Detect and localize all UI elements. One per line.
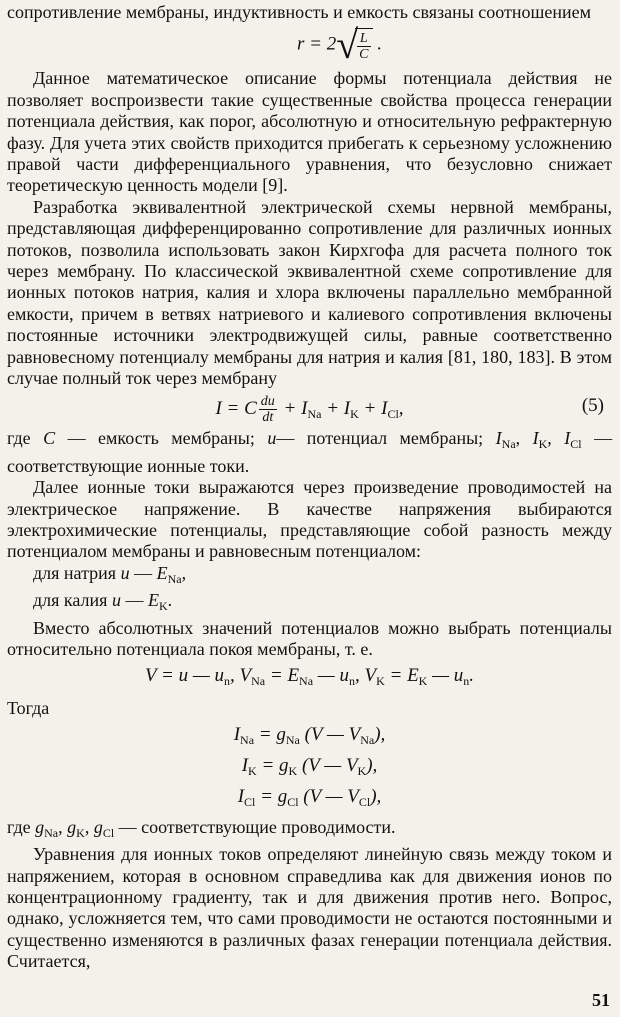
equation-sodium-current: $I_{Na} = g_{Na}$ (V — $V_{Na}$),	[233, 723, 386, 747]
word-togda: Тогда	[7, 698, 50, 719]
paragraph-6: Вместо абсолютных значений потенциалов можно выбрать потенциалы относительно потенциала покоя мембраны, т. е.	[7, 617, 612, 660]
list-item-potassium: для калия u — $E_K$.	[33, 590, 173, 614]
paragraph-5: Далее ионные токи выражаются через произведение проводимостей на электрическое напряжение. В качестве напряжения выбираются электрохимические потенциалы, представляющие собой разность между потенциалом мембраны и равновесным потенциалом:	[7, 477, 612, 562]
paragraph-7: где $g_{Na}$, $g_K$, $g_{Cl}$ — соответствующие проводимости.	[7, 816, 396, 840]
equation-block-currents	[7, 722, 612, 815]
fraction-l-over-c: $\frac{L}{C}$	[359, 31, 369, 63]
sqrt-symbol: √ $\frac{L}{C}$	[336, 25, 372, 65]
fraction-du-dt: $\frac{du}{dt}$	[260, 393, 275, 425]
equation-potassium-current: $I_K = g_K$ (V — $V_K$),	[241, 754, 378, 778]
paragraph-4: где C — емкость мембраны; u— потенциал мембраны; $I_{Na}$, $I_K$, $I_{Cl}$ — соответствующие ионные токи.	[7, 428, 613, 476]
paragraph-8: Уравнения для ионных токов определяют линейную связь между током и напряжением, которая в основном справедлива как для движения ионов по концентрационному градиенту, так и для движения против него. Вопрос, однако, усложняется тем, что сами проводимости не остаются постоянными и существенно изменяются в различных фазах генерации потенциала действия. Считается,	[7, 844, 612, 972]
equation-relative-potentials: V = u — $u_n$, $V_{Na} = E_{Na}$ — $u_n$, $V_K = E_K$ — $u_n$.	[145, 665, 474, 689]
list-item-sodium: для натрия u — $E_{Na}$,	[33, 562, 187, 586]
equation-number: (5)	[581, 394, 604, 416]
equation-chloride-current: $I_{Cl} = g_{Cl}$ (V — $V_{Cl}$),	[237, 785, 382, 809]
paragraph-3: Разработка эквивалентной электрической схемы нервной мембраны, представляющая дифференцированно сопротивление для различных ионных потоков, позволила использовать закон Кирхгофа для расчета полного ток через мембрану. По классической эквивалентной схеме сопротивление для ионных потоков натрия, калия и хлора включены параллельно мембранной емкости, причем в ветвях натриевого и калиевого сопротивления включены постоянные источники электродвижущей силы, равные соответственно равновесному потенциалу мембраны для натрия и калия [81, 180, 183]. В этом случае полный ток через мембрану	[7, 196, 612, 389]
page-number: 51	[592, 990, 610, 1010]
paragraph-1: сопротивление мембраны, индуктивность и емкость связаны соотношением	[7, 2, 592, 22]
equation-5: I = C $\frac{du}{dt}$ + $I_{Na} + I_K + I_{Cl}$, (5)	[215, 393, 604, 425]
equation-r: r = 2√ $\frac{L}{C}$ .	[296, 22, 382, 68]
paragraph-2: Данное математическое описание формы потенциала действия не позволяет воспроизвести такие существенные свойства процесса генерации потенциала действия, как порог, абсолютную и относительную рефрактерную фазу. Для учета этих свойств приходится прибегать к серьезному усложнению правой части дифференциального уравнения, что безусловно снижает теоретическую ценность модели [9].	[7, 68, 612, 196]
